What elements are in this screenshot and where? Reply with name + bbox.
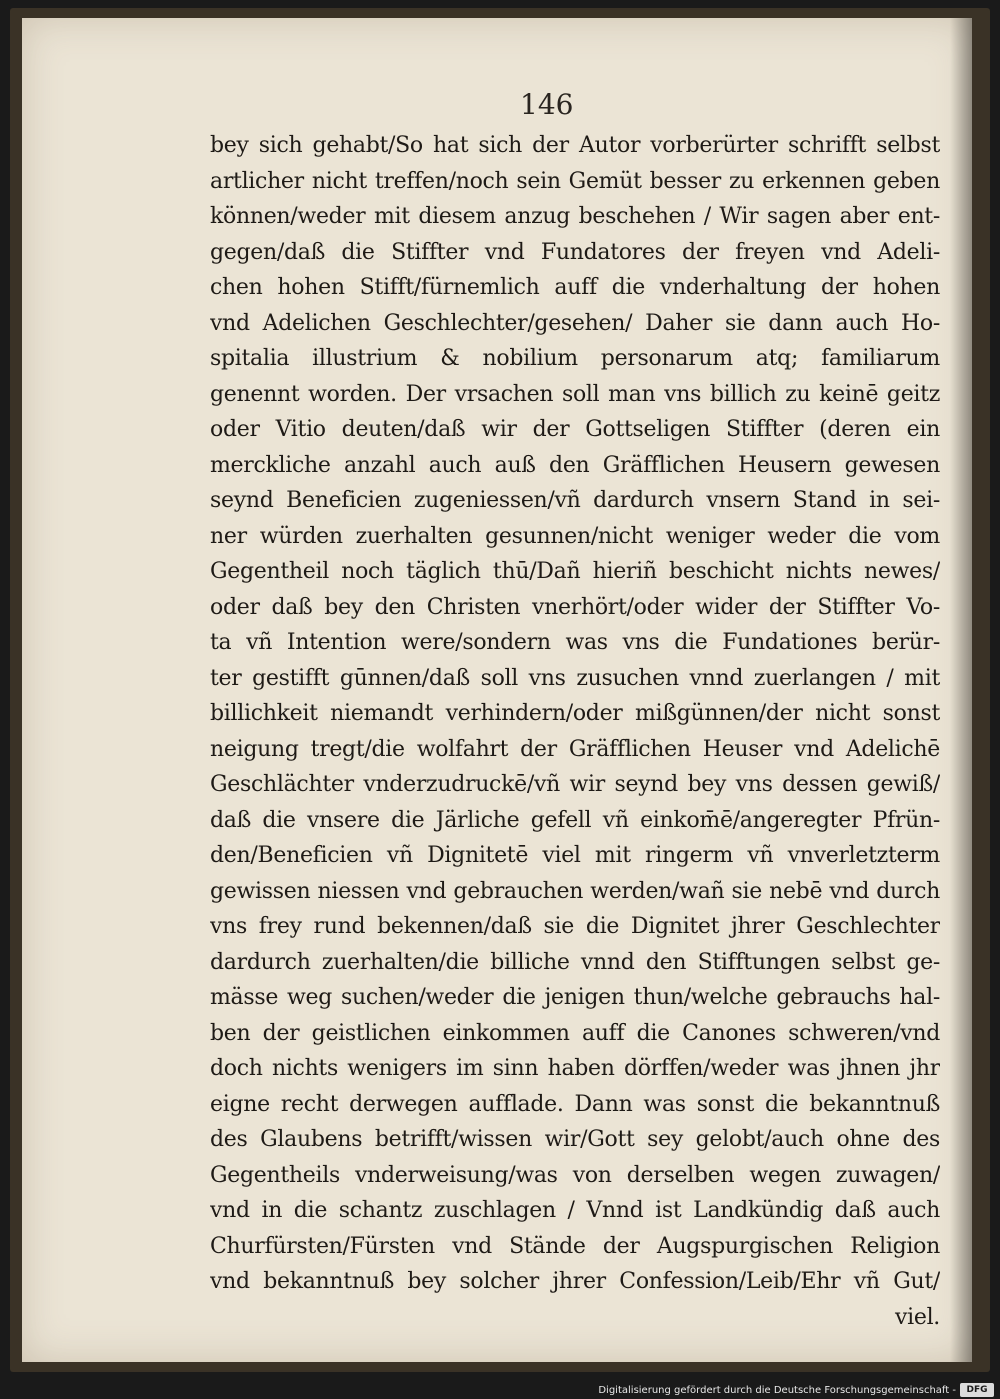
text-line: chen hohen Stifft/fürnemlich auff die vnderhaltung der hohen [210, 275, 940, 300]
text-line: spitalia illustrium & nobilium personarum atq; familiarum [210, 346, 940, 371]
text-line: mässe weg suchen/weder die jenigen thun/welche gebrauchs hal- [210, 985, 940, 1010]
text-line: ter gestifft gūnnen/daß soll vns zusuchen vnnd zuerlangen / mit [210, 665, 940, 691]
text-line: Gegentheil noch täglich thū/Dañ hieriñ beschicht nichts newes/ [210, 559, 940, 584]
text-line: des Glaubens betrifft/wissen wir/Gott sey gelobt/auch ohne des [210, 1127, 940, 1152]
footer-credit: Digitalisierung gefördert durch die Deutsche Forschungsgemeinschaft - [598, 1385, 956, 1396]
text-line: dardurch zuerhalten/die billiche vnnd den Stifftungen selbst ge- [210, 949, 940, 975]
text-line: Geschlächter vnderzudruckē/vñ wir seynd bey vns dessen gewiß/ [210, 772, 940, 797]
text-line: ner würden zuerhalten gesunnen/nicht weniger weder die vom [210, 523, 940, 549]
text-line: vnd Adelichen Geschlechter/gesehen/ Daher sie dann auch Ho- [210, 310, 940, 336]
text-line: ben der geistlichen einkommen auff die Canones schweren/vnd [210, 1020, 940, 1046]
page-number: 146 [520, 88, 574, 121]
text-line: seynd Beneficien zugeniessen/vñ dardurch vnsern Stand in sei- [210, 488, 940, 513]
text-line: den/Beneficien vñ Dignitetē viel mit ringerm vñ vnverletzterm [210, 843, 940, 868]
text-line: vns frey rund bekennen/daß sie die Dignitet jhrer Geschlechter [210, 914, 940, 939]
text-line: neigung tregt/die wolfahrt der Gräfflichen Heuser vnd Adelichē [210, 736, 940, 762]
text-line: merckliche anzahl auch auß den Gräfflichen Heusern gewesen [210, 452, 940, 478]
text-line: bey sich gehabt/So hat sich der Autor vorberürter schrifft selbst [210, 133, 940, 158]
text-line: gegen/daß die Stiffter vnd Fundatores der freyen vnd Adeli- [210, 239, 940, 265]
text-line: Gegentheils vnderweisung/was von derselben wegen zuwagen/ [210, 1162, 940, 1188]
text-line: artlicher nicht treffen/noch sein Gemüt besser zu erkennen geben [210, 168, 940, 194]
text-line: können/weder mit diesem anzug beschehen / Wir sagen aber ent- [210, 204, 940, 229]
text-line: genennt worden. Der vrsachen soll man vns billich zu keinē geitz [210, 381, 940, 407]
text-line: oder Vitio deuten/daß wir der Gottseligen Stiffter (deren ein [210, 417, 940, 442]
text-line: vnd in die schantz zuschlagen / Vnnd ist Landkündig daß auch [210, 1198, 940, 1223]
text-line: billichkeit niemandt verhindern/oder mißgünnen/der nicht sonst [210, 701, 940, 726]
text-line: Churfürsten/Fürsten vnd Stände der Augspurgischen Religion [210, 1233, 940, 1259]
text-block [210, 128, 940, 1335]
text-line: ta vñ Intention were/sondern was vns die Fundationes berür- [210, 630, 940, 655]
text-line: eigne recht derwegen aufflade. Dann was sonst die bekanntnuß [210, 1091, 940, 1117]
text-line: vnd bekanntnuß bey solcher jhrer Confession/Leib/Ehr vñ Gut/ [210, 1269, 940, 1294]
text-line: doch nichts wenigers im sinn haben dörffen/weder was jhnen jhr [210, 1056, 940, 1081]
dfg-logo: DFG [960, 1383, 994, 1397]
text-line: daß die vnsere die Järliche gefell vñ einkom̄ē/angeregter Pfrün- [210, 807, 940, 833]
text-line: gewissen niessen vnd gebrauchen werden/wañ sie nebē vnd durch [210, 878, 940, 904]
spine-shadow [950, 18, 972, 1362]
text-line: oder daß bey den Christen vnerhört/oder wider der Stiffter Vo- [210, 594, 940, 620]
catchword: viel. [894, 1304, 940, 1330]
